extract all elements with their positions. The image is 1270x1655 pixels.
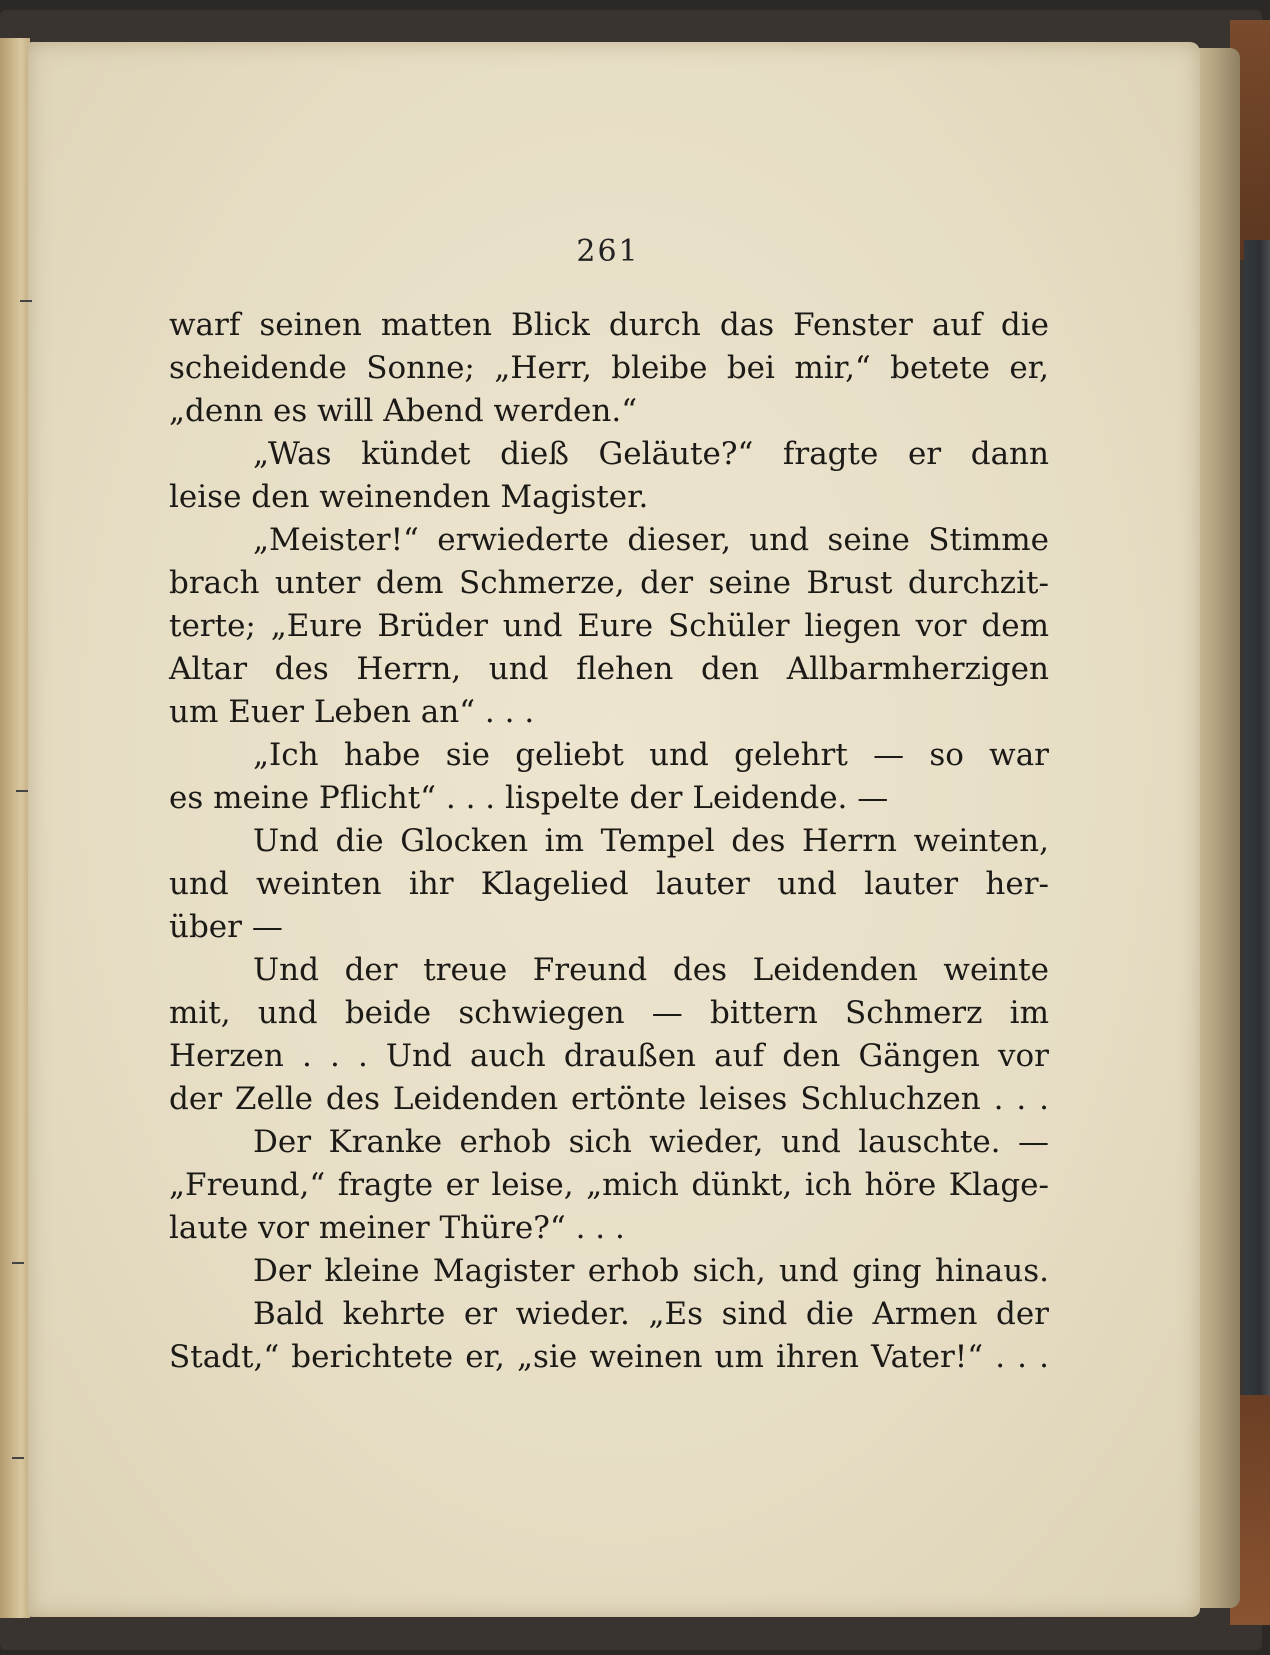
text-line: warf seinen matten Blick durch das Fenster auf die [169, 307, 1049, 343]
text-line: und weinten ihr Klagelied lauter und lauter her- [169, 866, 1049, 902]
margin-mark [12, 1457, 24, 1459]
book-page [28, 42, 1200, 1617]
text-line: Der Kranke erhob sich wieder, und lauschte. — [253, 1124, 1049, 1160]
leather-spine-edge [1244, 240, 1270, 1400]
text-line: „Meister!“ erwiederte dieser, und seine Stimme [253, 522, 1049, 558]
text-line: scheidende Sonne; „Herr, bleibe bei mir,“ betete er, [169, 350, 1049, 386]
text-line: Und der treue Freund des Leidenden weinte [253, 952, 1049, 988]
text-line: leise den weinenden Magister. [169, 479, 649, 515]
text-line: Altar des Herrn, und flehen den Allbarmherzigen [169, 651, 1049, 687]
text-line: „Freund,“ fragte er leise, „mich dünkt, ich höre Klage- [169, 1167, 1049, 1203]
text-line: Stadt,“ berichtete er, „sie weinen um ihren Vater!“ . . . [169, 1339, 1049, 1375]
text-line: „Ich habe sie geliebt und gelehrt — so war [253, 737, 1049, 773]
text-line: „Was kündet dieß Geläute?“ fragte er dann [253, 436, 1049, 472]
text-line: über — [169, 909, 283, 945]
text-line: der Zelle des Leidenden ertönte leises Schluchzen . . . [169, 1081, 1049, 1117]
text-line: Bald kehrte er wieder. „Es sind die Armen der [253, 1296, 1049, 1332]
text-line: brach unter dem Schmerze, der seine Brust durchzit- [169, 565, 1049, 601]
page-text [169, 304, 1049, 1379]
facing-page-edge [0, 38, 30, 1618]
page-number: 261 [576, 234, 640, 269]
text-line: Herzen . . . Und auch draußen auf den Gängen vor [169, 1038, 1049, 1074]
text-line: terte; „Eure Brüder und Eure Schüler liegen vor dem [169, 608, 1049, 644]
margin-mark [16, 790, 28, 792]
margin-mark [20, 300, 32, 302]
text-line: Der kleine Magister erhob sich, und ging hinaus. [253, 1253, 1049, 1289]
margin-mark [12, 1262, 24, 1264]
text-line: es meine Pflicht“ . . . lispelte der Leidende. — [169, 780, 889, 816]
text-line: um Euer Leben an“ . . . [169, 694, 535, 730]
text-line: mit, und beide schwiegen — bittern Schmerz im [169, 995, 1049, 1031]
text-line: Und die Glocken im Tempel des Herrn weinten, [253, 823, 1049, 859]
text-line: laute vor meiner Thüre?“ . . . [169, 1210, 625, 1246]
text-line: „denn es will Abend werden.“ [169, 393, 638, 429]
